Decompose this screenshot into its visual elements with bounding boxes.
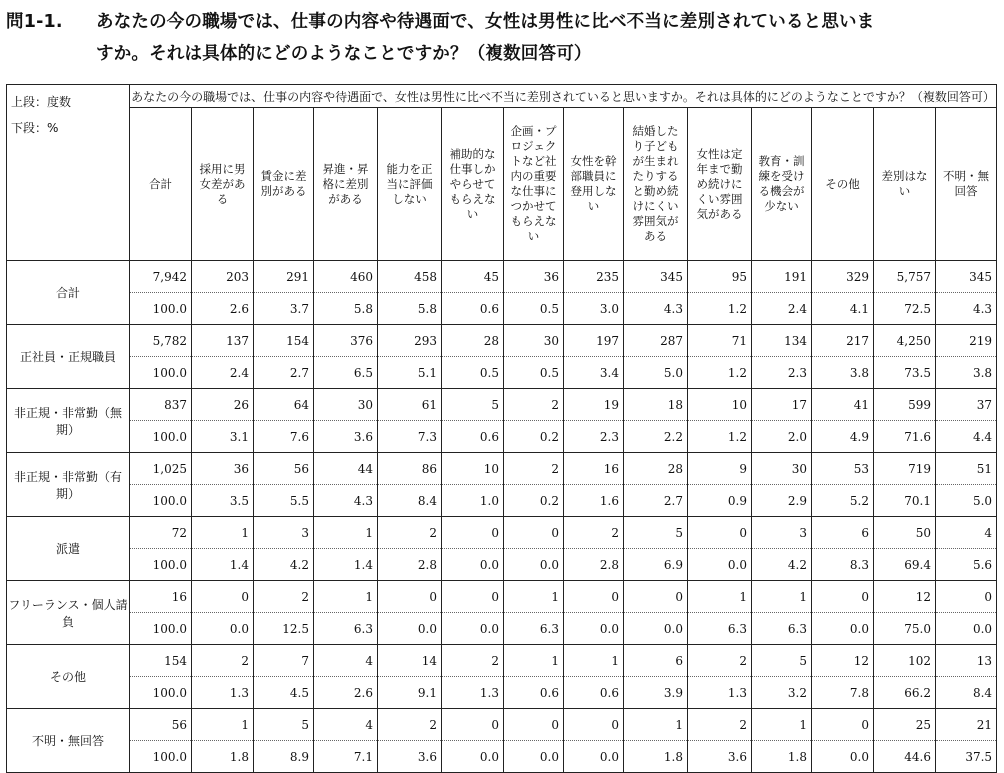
table-row-percents — [7, 293, 997, 325]
percent-cell: 0.0 — [564, 741, 624, 773]
count-cell: 3 — [752, 517, 812, 549]
percent-cell: 100.0 — [130, 421, 192, 453]
percent-cell: 0.2 — [504, 485, 564, 517]
table-row-counts — [7, 261, 997, 293]
percent-cell: 0.0 — [936, 613, 997, 645]
count-cell: 2 — [504, 389, 564, 421]
count-cell: 719 — [874, 453, 936, 485]
percent-cell: 100.0 — [130, 549, 192, 581]
count-cell: 1 — [504, 645, 564, 677]
percent-cell: 37.5 — [936, 741, 997, 773]
question-title — [6, 6, 996, 70]
count-cell: 13 — [936, 645, 997, 677]
percent-cell: 9.1 — [378, 677, 442, 709]
count-cell: 197 — [564, 325, 624, 357]
legend-cell — [7, 85, 130, 261]
percent-cell: 5.2 — [812, 485, 874, 517]
percent-cell: 3.7 — [254, 293, 314, 325]
percent-cell: 4.2 — [254, 549, 314, 581]
percent-cell: 3.5 — [192, 485, 254, 517]
percent-cell: 0.0 — [504, 549, 564, 581]
count-cell: 837 — [130, 389, 192, 421]
count-cell: 0 — [564, 709, 624, 741]
count-cell: 2 — [442, 645, 504, 677]
count-cell: 345 — [624, 261, 688, 293]
column-header: 企画・プロジェクトなど社内の重要な仕事につかせてもらえない — [504, 108, 564, 261]
percent-cell: 2.8 — [378, 549, 442, 581]
count-cell: 7,942 — [130, 261, 192, 293]
count-cell: 7 — [254, 645, 314, 677]
count-cell: 16 — [130, 581, 192, 613]
column-header: 不明・無回答 — [936, 108, 997, 261]
count-cell: 0 — [442, 709, 504, 741]
percent-cell: 4.3 — [936, 293, 997, 325]
count-cell: 25 — [874, 709, 936, 741]
percent-cell: 2.7 — [254, 357, 314, 389]
percent-cell: 3.4 — [564, 357, 624, 389]
percent-cell: 0.0 — [624, 613, 688, 645]
table-row-counts — [7, 645, 997, 677]
count-cell: 458 — [378, 261, 442, 293]
percent-cell: 6.9 — [624, 549, 688, 581]
count-cell: 56 — [254, 453, 314, 485]
count-cell: 5 — [752, 645, 812, 677]
column-header: 採用に男女差がある — [192, 108, 254, 261]
count-cell: 0 — [936, 581, 997, 613]
percent-cell: 5.8 — [378, 293, 442, 325]
count-cell: 6 — [812, 517, 874, 549]
count-cell: 9 — [688, 453, 752, 485]
count-cell: 0 — [442, 581, 504, 613]
percent-cell: 6.3 — [688, 613, 752, 645]
percent-cell: 1.8 — [752, 741, 812, 773]
percent-cell: 2.3 — [564, 421, 624, 453]
percent-cell: 2.8 — [564, 549, 624, 581]
count-cell: 18 — [624, 389, 688, 421]
count-cell: 376 — [314, 325, 378, 357]
count-cell: 86 — [378, 453, 442, 485]
percent-cell: 3.1 — [192, 421, 254, 453]
count-cell: 287 — [624, 325, 688, 357]
table-row-counts — [7, 453, 997, 485]
count-cell: 6 — [624, 645, 688, 677]
percent-cell: 4.3 — [314, 485, 378, 517]
count-cell: 2 — [688, 645, 752, 677]
percent-cell: 0.0 — [504, 741, 564, 773]
percent-cell: 0.0 — [812, 741, 874, 773]
count-cell: 0 — [624, 581, 688, 613]
count-cell: 4 — [314, 709, 378, 741]
count-cell: 0 — [688, 517, 752, 549]
row-label: その他 — [7, 645, 130, 709]
percent-cell: 0.0 — [378, 613, 442, 645]
count-cell: 30 — [314, 389, 378, 421]
count-cell: 12 — [874, 581, 936, 613]
count-cell: 36 — [504, 261, 564, 293]
count-cell: 71 — [688, 325, 752, 357]
count-cell: 10 — [688, 389, 752, 421]
count-cell: 30 — [504, 325, 564, 357]
percent-cell: 2.3 — [752, 357, 812, 389]
count-cell: 0 — [504, 517, 564, 549]
percent-cell: 1.3 — [688, 677, 752, 709]
table-question-header: あなたの今の職場では、仕事の内容や待遇面で、女性は男性に比べ不当に差別されていると思いますか。それは具体的にどのようなことですか？（複数回答可） — [130, 85, 997, 108]
table-row-counts — [7, 709, 997, 741]
count-cell: 2 — [504, 453, 564, 485]
count-cell: 53 — [812, 453, 874, 485]
table-row-percents — [7, 549, 997, 581]
percent-cell: 100.0 — [130, 485, 192, 517]
count-cell: 45 — [442, 261, 504, 293]
percent-cell: 0.6 — [442, 293, 504, 325]
percent-cell: 5.1 — [378, 357, 442, 389]
percent-cell: 73.5 — [874, 357, 936, 389]
count-cell: 134 — [752, 325, 812, 357]
question-number: 問1-1. — [6, 12, 63, 32]
percent-cell: 7.1 — [314, 741, 378, 773]
percent-cell: 1.8 — [192, 741, 254, 773]
percent-cell: 3.2 — [752, 677, 812, 709]
count-cell: 1 — [192, 517, 254, 549]
count-cell: 21 — [936, 709, 997, 741]
percent-cell: 4.3 — [624, 293, 688, 325]
row-label: 合計 — [7, 261, 130, 325]
percent-cell: 3.6 — [688, 741, 752, 773]
percent-cell: 4.9 — [812, 421, 874, 453]
count-cell: 2 — [254, 581, 314, 613]
percent-cell: 5.8 — [314, 293, 378, 325]
row-label: 非正規・非常勤（無期） — [7, 389, 130, 453]
count-cell: 291 — [254, 261, 314, 293]
column-header: 合計 — [130, 108, 192, 261]
percent-cell: 75.0 — [874, 613, 936, 645]
percent-cell: 0.0 — [192, 613, 254, 645]
count-cell: 599 — [874, 389, 936, 421]
count-cell: 72 — [130, 517, 192, 549]
column-header: 結婚したり子どもが生まれたりすると勤め続けにくい雰囲気がある — [624, 108, 688, 261]
count-cell: 1 — [752, 709, 812, 741]
table-row-percents — [7, 421, 997, 453]
percent-cell: 1.2 — [688, 421, 752, 453]
column-header: 補助的な仕事しかやらせてもらえない — [442, 108, 504, 261]
count-cell: 4 — [936, 517, 997, 549]
question-text-line2: すか。それは具体的にどのようなことですか？（複数回答可） — [96, 44, 592, 64]
count-cell: 28 — [624, 453, 688, 485]
percent-cell: 0.0 — [442, 741, 504, 773]
count-cell: 4,250 — [874, 325, 936, 357]
count-cell: 1 — [314, 517, 378, 549]
column-header: 能力を正当に評価しない — [378, 108, 442, 261]
count-cell: 41 — [812, 389, 874, 421]
count-cell: 26 — [192, 389, 254, 421]
column-header: 差別はない — [874, 108, 936, 261]
count-cell: 3 — [254, 517, 314, 549]
percent-cell: 1.3 — [442, 677, 504, 709]
percent-cell: 2.7 — [624, 485, 688, 517]
count-cell: 1 — [564, 645, 624, 677]
percent-cell: 8.4 — [936, 677, 997, 709]
percent-cell: 2.2 — [624, 421, 688, 453]
question-text-line1: あなたの今の職場では、仕事の内容や待遇面で、女性は男性に比べ不当に差別されていると思いま — [96, 12, 875, 32]
legend-upper: 上段：度数 — [11, 95, 72, 109]
count-cell: 0 — [378, 581, 442, 613]
percent-cell: 6.3 — [314, 613, 378, 645]
percent-cell: 1.3 — [192, 677, 254, 709]
percent-cell: 0.0 — [812, 613, 874, 645]
row-label: 正社員・正規職員 — [7, 325, 130, 389]
column-header: 女性を幹部職員に登用しない — [564, 108, 624, 261]
percent-cell: 69.4 — [874, 549, 936, 581]
percent-cell: 5.5 — [254, 485, 314, 517]
count-cell: 0 — [812, 709, 874, 741]
row-label: 派遣 — [7, 517, 130, 581]
percent-cell: 7.3 — [378, 421, 442, 453]
count-cell: 1 — [192, 709, 254, 741]
count-cell: 460 — [314, 261, 378, 293]
percent-cell: 0.5 — [442, 357, 504, 389]
percent-cell: 0.0 — [564, 613, 624, 645]
percent-cell: 0.5 — [504, 357, 564, 389]
count-cell: 217 — [812, 325, 874, 357]
percent-cell: 0.0 — [442, 613, 504, 645]
column-header: 昇進・昇格に差別がある — [314, 108, 378, 261]
count-cell: 5 — [624, 517, 688, 549]
column-header: その他 — [812, 108, 874, 261]
crosstab-table — [6, 84, 997, 773]
count-cell: 0 — [442, 517, 504, 549]
percent-cell: 72.5 — [874, 293, 936, 325]
percent-cell: 44.6 — [874, 741, 936, 773]
percent-cell: 7.6 — [254, 421, 314, 453]
count-cell: 203 — [192, 261, 254, 293]
percent-cell: 3.6 — [378, 741, 442, 773]
count-cell: 2 — [378, 709, 442, 741]
count-cell: 293 — [378, 325, 442, 357]
count-cell: 0 — [564, 581, 624, 613]
percent-cell: 0.9 — [688, 485, 752, 517]
count-cell: 0 — [504, 709, 564, 741]
column-header: 女性は定年まで勤め続けにくい雰囲気がある — [688, 108, 752, 261]
percent-cell: 1.2 — [688, 293, 752, 325]
row-label: フリーランス・個人請負 — [7, 581, 130, 645]
count-cell: 1 — [624, 709, 688, 741]
count-cell: 2 — [564, 517, 624, 549]
count-cell: 5 — [254, 709, 314, 741]
percent-cell: 4.1 — [812, 293, 874, 325]
count-cell: 36 — [192, 453, 254, 485]
column-header: 教育・訓練を受ける機会が少ない — [752, 108, 812, 261]
legend-lower: 下段：% — [11, 121, 59, 135]
count-cell: 5,782 — [130, 325, 192, 357]
row-label: 非正規・非常勤（有期） — [7, 453, 130, 517]
count-cell: 16 — [564, 453, 624, 485]
count-cell: 44 — [314, 453, 378, 485]
count-cell: 235 — [564, 261, 624, 293]
count-cell: 137 — [192, 325, 254, 357]
count-cell: 102 — [874, 645, 936, 677]
percent-cell: 8.4 — [378, 485, 442, 517]
percent-cell: 3.8 — [812, 357, 874, 389]
percent-cell: 2.4 — [752, 293, 812, 325]
table-row-percents — [7, 677, 997, 709]
percent-cell: 5.0 — [936, 485, 997, 517]
count-cell: 50 — [874, 517, 936, 549]
percent-cell: 0.6 — [442, 421, 504, 453]
percent-cell: 1.2 — [688, 357, 752, 389]
percent-cell: 8.3 — [812, 549, 874, 581]
count-cell: 1 — [504, 581, 564, 613]
count-cell: 95 — [688, 261, 752, 293]
count-cell: 51 — [936, 453, 997, 485]
count-cell: 30 — [752, 453, 812, 485]
count-cell: 10 — [442, 453, 504, 485]
percent-cell: 2.0 — [752, 421, 812, 453]
percent-cell: 6.3 — [752, 613, 812, 645]
count-cell: 2 — [378, 517, 442, 549]
percent-cell: 100.0 — [130, 613, 192, 645]
percent-cell: 0.0 — [442, 549, 504, 581]
percent-cell: 2.9 — [752, 485, 812, 517]
percent-cell: 1.8 — [624, 741, 688, 773]
percent-cell: 2.4 — [192, 357, 254, 389]
percent-cell: 2.6 — [314, 677, 378, 709]
percent-cell: 5.6 — [936, 549, 997, 581]
percent-cell: 1.6 — [564, 485, 624, 517]
count-cell: 5,757 — [874, 261, 936, 293]
percent-cell: 66.2 — [874, 677, 936, 709]
count-cell: 19 — [564, 389, 624, 421]
count-cell: 154 — [130, 645, 192, 677]
count-cell: 61 — [378, 389, 442, 421]
percent-cell: 4.5 — [254, 677, 314, 709]
percent-cell: 2.6 — [192, 293, 254, 325]
count-cell: 329 — [812, 261, 874, 293]
column-header-row — [7, 108, 997, 261]
table-row-percents — [7, 357, 997, 389]
count-cell: 37 — [936, 389, 997, 421]
percent-cell: 0.0 — [688, 549, 752, 581]
count-cell: 5 — [442, 389, 504, 421]
percent-cell: 0.6 — [564, 677, 624, 709]
count-cell: 14 — [378, 645, 442, 677]
percent-cell: 100.0 — [130, 293, 192, 325]
percent-cell: 4.4 — [936, 421, 997, 453]
count-cell: 1,025 — [130, 453, 192, 485]
table-row-counts — [7, 389, 997, 421]
count-cell: 1 — [688, 581, 752, 613]
percent-cell: 100.0 — [130, 677, 192, 709]
percent-cell: 3.0 — [564, 293, 624, 325]
percent-cell: 6.5 — [314, 357, 378, 389]
percent-cell: 1.4 — [192, 549, 254, 581]
count-cell: 154 — [254, 325, 314, 357]
table-row-percents — [7, 613, 997, 645]
row-label: 不明・無回答 — [7, 709, 130, 773]
percent-cell: 3.6 — [314, 421, 378, 453]
percent-cell: 100.0 — [130, 357, 192, 389]
percent-cell: 6.3 — [504, 613, 564, 645]
percent-cell: 3.8 — [936, 357, 997, 389]
percent-cell: 100.0 — [130, 741, 192, 773]
percent-cell: 8.9 — [254, 741, 314, 773]
table-body — [7, 261, 997, 773]
table-row-percents — [7, 741, 997, 773]
count-cell: 2 — [688, 709, 752, 741]
table-row-counts — [7, 517, 997, 549]
count-cell: 17 — [752, 389, 812, 421]
count-cell: 12 — [812, 645, 874, 677]
percent-cell: 3.9 — [624, 677, 688, 709]
table-row-counts — [7, 581, 997, 613]
percent-cell: 7.8 — [812, 677, 874, 709]
table-row-percents — [7, 485, 997, 517]
count-cell: 345 — [936, 261, 997, 293]
column-header: 賃金に差別がある — [254, 108, 314, 261]
count-cell: 219 — [936, 325, 997, 357]
count-cell: 0 — [192, 581, 254, 613]
count-cell: 1 — [752, 581, 812, 613]
count-cell: 64 — [254, 389, 314, 421]
percent-cell: 12.5 — [254, 613, 314, 645]
percent-cell: 0.2 — [504, 421, 564, 453]
percent-cell: 4.2 — [752, 549, 812, 581]
percent-cell: 5.0 — [624, 357, 688, 389]
percent-cell: 70.1 — [874, 485, 936, 517]
count-cell: 0 — [812, 581, 874, 613]
count-cell: 28 — [442, 325, 504, 357]
count-cell: 1 — [314, 581, 378, 613]
count-cell: 4 — [314, 645, 378, 677]
count-cell: 2 — [192, 645, 254, 677]
count-cell: 191 — [752, 261, 812, 293]
percent-cell: 0.5 — [504, 293, 564, 325]
percent-cell: 1.4 — [314, 549, 378, 581]
table-row-counts — [7, 325, 997, 357]
percent-cell: 0.6 — [504, 677, 564, 709]
percent-cell: 1.0 — [442, 485, 504, 517]
percent-cell: 71.6 — [874, 421, 936, 453]
count-cell: 56 — [130, 709, 192, 741]
